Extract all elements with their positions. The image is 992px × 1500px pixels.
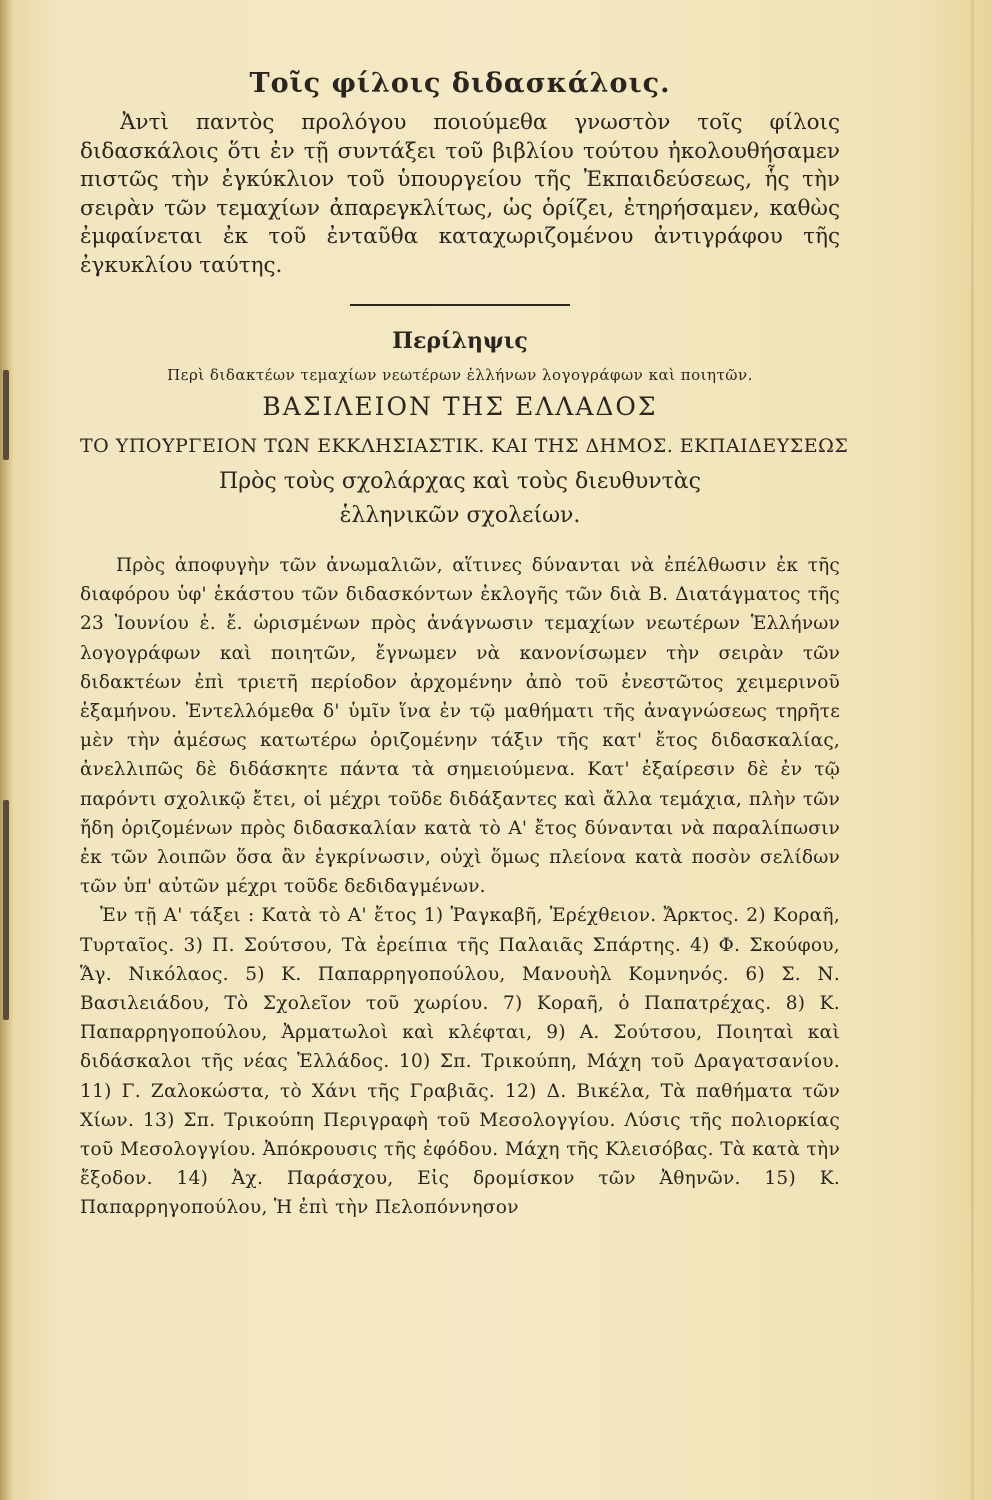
addressee-line-2: ἑλληνικῶν σχολείων. xyxy=(339,503,581,528)
dedication-title: Τοῖς φίλοις διδασκάλοις. xyxy=(249,68,671,99)
section-divider xyxy=(350,304,570,306)
circular-body xyxy=(80,551,840,901)
text-column xyxy=(80,60,849,1223)
summary-subtitle: Περὶ διδακτέων τεμαχίων νεωτέρων ἑλλήνων λογογράφων καὶ ποιητῶν. xyxy=(167,366,753,384)
binding-edge xyxy=(0,0,14,1500)
page-fold xyxy=(971,0,974,1500)
intro-paragraph: Ἀντὶ παντὸς προλόγου ποιούμεθα γνωστὸν τοῖς φίλοις διδασκάλοις ὅτι ἐν τῇ συντάξει τοῦ βιβλίου τούτου ἠκολουθήσαμεν πιστῶς τὴν ἐγκύκλιον τοῦ ὑπουργείου τῆς Ἐκπαιδεύσεως, ἧς τὴν σειρὰν τῶν τεμαχίων ἀπαρεγκλίτως, ὡς ὁρίζει, ἐτηρήσαμεν, καθὼς ἐμφαίνεται ἐκ τοῦ ἐνταῦθα καταχωριζομένου ἀντιγράφου τῆς ἐγκυκλίου ταύτης. xyxy=(80,110,840,278)
summary-title: Περίληψις xyxy=(392,328,528,354)
reading-list-paragraph: Ἐν τῇ Α' τάξει : Κατὰ τὸ Α' ἔτος 1) Ῥαγκαβῆ, Ἐρέχθειον. Ἄρκτος. 2) Κοραῆ, Τυρταῖος. 3) Π. Σούτσου, Τὰ ἐρείπια τῆς Παλαιᾶς Σπάρτης. 4) Φ. Σκούφου, Ἅγ. Νικόλαος. 5) Κ. Παπαρρηγοπούλου, Μανουὴλ Κομνηνός. 6) Σ. Ν. Βασιλειάδου, Τὸ Σχολεῖον τοῦ χωρίου. 7) Κοραῆ, ὁ Παπατρέχας. 8) Κ. Παπαρρηγοπούλου, Ἀρματωλοὶ καὶ κλέφται, 9) Α. Σούτσου, Ποιηταὶ καὶ διδάσκαλοι τῆς νέας Ἑλλάδος. 10) Σπ. Τρικούπη, Μάχη τοῦ Δραγατσανίου. 11) Γ. Ζαλοκώστα, τὸ Χάνι τῆς Γραβιᾶς. 12) Δ. Βικέλα, Τὰ παθήματα τῶν Χίων. 13) Σπ. Τρικούπη Περιγραφὴ τοῦ Μεσολογγίου. Λύσις τῆς πολιορκίας τοῦ Μεσολογγίου. Ἀπόκρουσις τῆς ἐφόδου. Μάχη τῆς Κλεισόβας. Τὰ κατὰ τὴν ἔξοδον. 14) Ἀχ. Παράσχου, Εἰς δρομίσκον τῶν Ἀθηνῶν. 15) Κ. Παπαρρηγοπούλου, Ἡ ἐπὶ τὴν Πελοπόννησον xyxy=(80,905,840,1219)
addressee-line-1: Πρὸς τοὺς σχολάρχας καὶ τοὺς διευθυντὰς xyxy=(219,469,701,494)
addressee xyxy=(80,465,840,533)
staple-top xyxy=(3,370,9,460)
staple-bottom xyxy=(3,800,9,1020)
circular-paragraph: Πρὸς ἀποφυγὴν τῶν ἀνωμαλιῶν, αἵτινες δύνανται νὰ ἐπέλθωσιν ἐκ τῆς διαφόρου ὑφ' ἑκάστου τῶν διδασκόντων ἐκλογῆς τῶν διὰ Β. Διατάγματος τῆς 23 Ἰουνίου ἐ. ἔ. ὡρισμένων πρὸς ἀνάγνωσιν τεμαχίων νεωτέρων Ἑλλήνων λογογράφων καὶ ποιητῶν, ἔγνωμεν νὰ κανονίσωμεν τὴν σειρὰν τῶν διδακτέων ἐπὶ τριετῆ περίοδον ἀρχομένην ἀπὸ τοῦ ἐνεστῶτος χειμερινοῦ ἑξαμήνου. Ἐντελλόμεθα δ' ὑμῖν ἵνα ἐν τῷ μαθήματι τῆς ἀναγνώσεως τηρῆτε μὲν τὴν ἀμέσως κατωτέρω ὁριζομένην τάξιν τῆς κατ' ἔτος διδασκαλίας, ἀνελλιπῶς δὲ διδάσκητε πάντα τὰ σημειούμενα. Κατ' ἐξαίρεσιν δὲ ἐν τῷ παρόντι σχολικῷ ἔτει, οἱ μέχρι τοῦδε διδάξαντες καὶ ἄλλα τεμάχια, πλὴν τῶν ἤδη ὁριζομένων πρὸς διδασκαλίαν κατὰ τὸ Α' ἔτος δύνανται νὰ παραλίπωσιν ἐκ τῶν λοιπῶν ὅσα ἂν ἐγκρίνωσιν, οὐχὶ ὅμως πλείονα κατὰ ποσὸν σελίδων τῶν ὑπ' αὐτῶν μέχρι τοῦδε δεδιδαγμένων. xyxy=(80,555,840,898)
reading-list xyxy=(80,901,840,1222)
kingdom-heading: ΒΑΣΙΛΕΙΟΝ ΤΗΣ ΕΛΛΑΔΟΣ xyxy=(262,392,658,421)
ministry-heading: ΤΟ ΥΠΟΥΡΓΕΙΟΝ ΤΩΝ ΕΚΚΛΗΣΙΑΣΤΙΚ. ΚΑΙ ΤΗΣ ΔΗΜΟΣ. ΕΚΠΑΙΔΕΥΣΕΩΣ xyxy=(80,435,849,457)
